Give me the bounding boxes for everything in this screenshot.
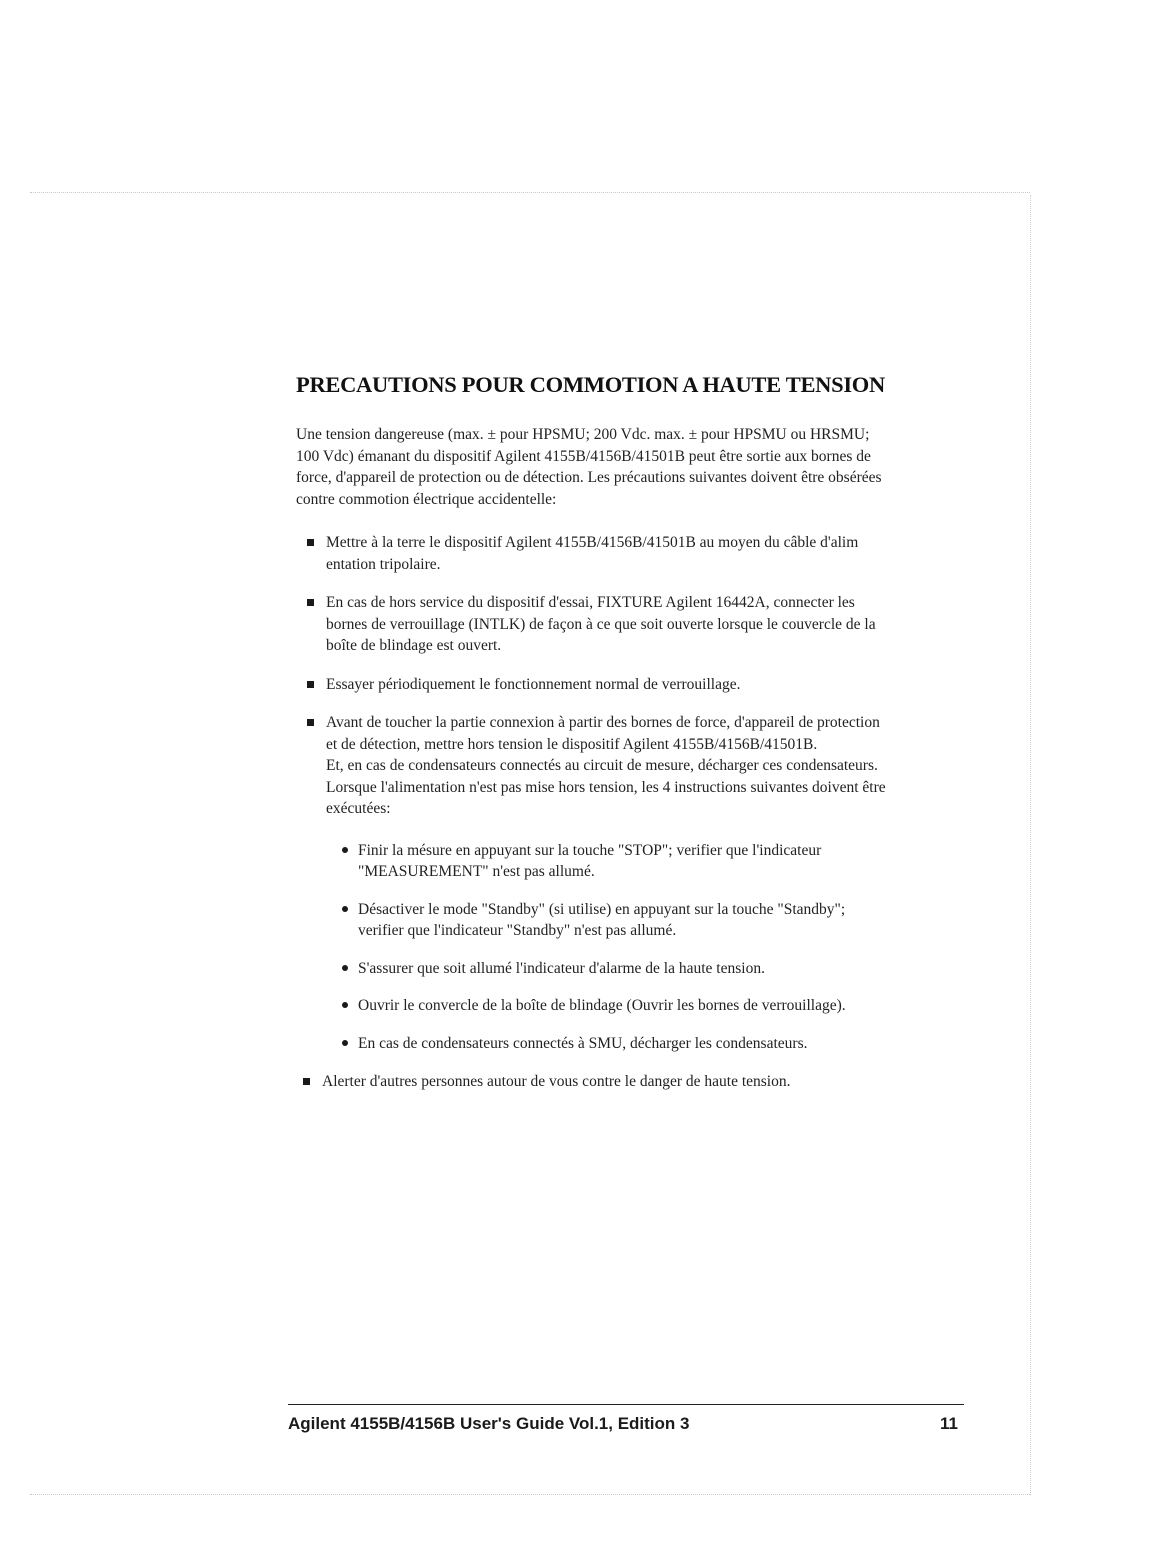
scan-artifact-right-edge	[1030, 195, 1031, 1495]
item-line: bornes de verrouillage (INTLK) de façon à ce que soit ouverte lorsque le couvercle de la	[326, 615, 876, 633]
sub-item-line: Ouvrir le convercle de la boîte de blindage (Ouvrir les bornes de verrouillage).	[358, 997, 846, 1014]
sub-item-line: Finir la mésure en appuyant sur la touche "STOP"; verifier que l'indicateur	[358, 841, 822, 859]
instruction-item	[326, 958, 968, 980]
intro-line: contre commotion électrique accidentelle:	[296, 490, 557, 508]
item-line: exécutées:	[326, 800, 391, 817]
sub-item-line: En cas de condensateurs connectés à SMU, décharger les condensateurs.	[358, 1034, 808, 1052]
intro-line: 100 Vdc) émanant du dispositif Agilent 4155B/4156B/41501B peut être sortie aux bornes de	[296, 447, 871, 465]
instruction-item	[326, 899, 968, 942]
square-bullet-icon	[307, 681, 314, 688]
intro-paragraph	[296, 424, 968, 510]
intro-line: force, d'appareil de protection ou de détection. Les précautions suivantes doivent être obsérées	[296, 469, 882, 486]
footer-divider	[288, 1404, 964, 1405]
sub-item-line: S'assurer que soit allumé l'indicateur d'alarme de la haute tension.	[358, 959, 765, 977]
round-bullet-icon	[342, 906, 348, 912]
sub-item-line: "MEASUREMENT" n'est pas allumé.	[358, 863, 595, 880]
item-line: Mettre à la terre le dispositif Agilent 4155B/4156B/41501B au moyen du câble d'alim	[326, 534, 859, 551]
item-line: Et, en cas de condensateurs connectés au circuit de mesure, décharger ces condensateurs.	[326, 757, 878, 774]
precaution-item	[296, 532, 968, 575]
item-line: En cas de hors service du dispositif d'essai, FIXTURE Agilent 16442A, connecter les	[326, 594, 855, 611]
item-line: et de détection, mettre hors tension le dispositif Agilent 4155B/4156B/41501B.	[326, 735, 818, 753]
square-bullet-icon	[307, 599, 314, 606]
sub-item-line: verifier que l'indicateur "Standby" n'est pas allumé.	[358, 922, 677, 939]
precautions-list	[296, 532, 968, 1093]
precaution-item	[296, 674, 968, 696]
precaution-item	[292, 1071, 968, 1093]
intro-line: Une tension dangereuse (max. ± pour HPSMU; 200 Vdc. max. ± pour HPSMU ou HRSMU;	[296, 426, 870, 443]
item-line: Lorsque l'alimentation n'est pas mise hors tension, les 4 instructions suivantes doivent être	[326, 778, 886, 796]
item-line: Avant de toucher la partie connexion à partir des bornes de force, d'appareil de protection	[326, 714, 880, 731]
precaution-item	[296, 592, 968, 657]
precaution-item	[296, 712, 968, 1054]
square-bullet-icon	[307, 539, 314, 546]
square-bullet-icon	[303, 1078, 310, 1085]
footer-guide-title: Agilent 4155B/4156B User's Guide Vol.1, Edition 3	[288, 1414, 690, 1433]
scan-artifact-top	[30, 192, 1030, 193]
instruction-sub-list	[326, 840, 968, 1055]
round-bullet-icon	[342, 1002, 348, 1008]
round-bullet-icon	[342, 965, 348, 971]
round-bullet-icon	[342, 847, 348, 853]
item-line: Alerter d'autres personnes autour de vous contre le danger de haute tension.	[322, 1073, 791, 1090]
item-line: entation tripolaire.	[326, 555, 441, 573]
page-number: 11	[940, 1414, 958, 1433]
square-bullet-icon	[307, 719, 314, 726]
section-title: PRECAUTIONS POUR COMMOTION A HAUTE TENSION	[296, 372, 885, 397]
instruction-item	[326, 840, 968, 883]
page-content	[296, 372, 968, 1110]
item-line: Essayer périodiquement le fonctionnement normal de verrouillage.	[326, 675, 741, 693]
scan-artifact-bottom	[30, 1494, 1030, 1495]
item-line: boîte de blindage est ouvert.	[326, 637, 502, 654]
sub-item-line: Désactiver le mode "Standby" (si utilise) en appuyant sur la touche "Standby";	[358, 900, 846, 918]
instruction-item	[326, 995, 968, 1017]
instruction-item	[326, 1033, 968, 1055]
round-bullet-icon	[342, 1040, 348, 1046]
